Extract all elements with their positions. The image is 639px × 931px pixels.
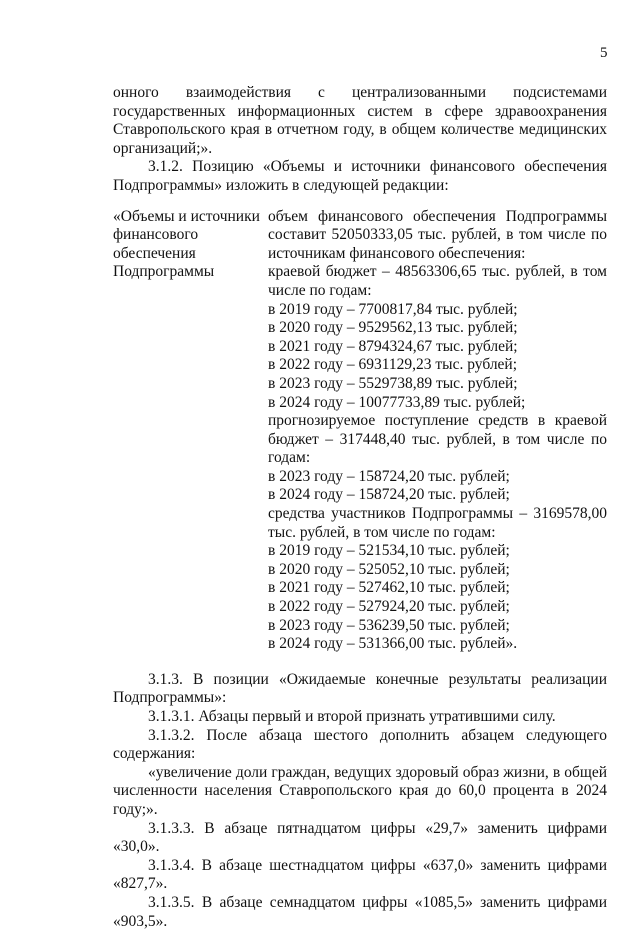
funding-detail-line: в 2023 году – 5529738,89 тыс. рублей; bbox=[268, 374, 518, 392]
funding-detail-line: в 2024 году – 10077733,89 тыс. рублей; bbox=[268, 393, 526, 411]
quoted-amendment: «увеличение доли граждан, ведущих здоровый образ жизни, в общей численности населения Ставропольского края до 60,0 процента в 2024 году;». bbox=[113, 763, 607, 818]
item-3-1-3-4-paragraph: 3.1.3.4. В абзаце шестнадцатом цифры «637,0» заменить цифрами «827,7». bbox=[113, 856, 607, 893]
funding-detail-line: в 2020 году – 9529562,13 тыс. рублей; bbox=[268, 319, 518, 337]
funding-detail-line: в 2021 году – 527462,10 тыс. рублей; bbox=[268, 579, 510, 597]
item-3-1-3-paragraph: 3.1.3. В позиции «Ожидаемые конечные результаты реализации Подпрограммы»: bbox=[113, 670, 607, 707]
item-3-1-3-1-paragraph: 3.1.3.1. Абзацы первый и второй признать утратившими силу. bbox=[148, 708, 556, 725]
item-3-1-2-paragraph: 3.1.2. Позицию «Объемы и источники финансового обеспечения Подпрограммы» изложить в следующей редакции: bbox=[113, 158, 607, 194]
item-3-1-3-2-paragraph: 3.1.3.2. После абзаца шестого дополнить абзацем следующего содержания: bbox=[113, 726, 607, 763]
funding-detail-line: в 2022 году – 6931129,23 тыс. рублей; bbox=[268, 356, 518, 374]
funding-detail-line: краевой бюджет – 48563306,65 тыс. рублей, в том числе по годам: bbox=[268, 263, 607, 299]
page-number: 5 bbox=[600, 45, 608, 61]
funding-detail-line: в 2024 году – 158724,20 тыс. рублей; bbox=[268, 486, 510, 504]
funding-table-label: «Объемы и источники финансового обеспечения Подпрограммы bbox=[113, 207, 260, 281]
item-3-1-3-5-paragraph: 3.1.3.5. В абзаце семнадцатом цифры «1085,5» заменить цифрами «903,5». bbox=[113, 893, 607, 930]
funding-detail-line: в 2023 году – 536239,50 тыс. рублей; bbox=[268, 616, 510, 634]
funding-detail-line: в 2020 году – 525052,10 тыс. рублей; bbox=[268, 560, 510, 578]
funding-detail-line: средства участников Подпрограммы – 3169578,00 тыс. рублей, в том числе по годам: bbox=[268, 505, 607, 541]
document-body bbox=[113, 84, 607, 931]
funding-detail-line: объем финансового обеспечения Подпрограммы составит 52050333,05 тыс. рублей, в том числе по источникам финансового обеспечения: bbox=[268, 207, 607, 262]
item-3-1-3-3-paragraph: 3.1.3.3. В абзаце пятнадцатом цифры «29,7» заменить цифрами «30,0». bbox=[113, 819, 607, 856]
funding-detail-line: в 2022 году – 527924,20 тыс. рублей; bbox=[268, 598, 510, 616]
funding-detail-line: в 2024 году – 531366,00 тыс. рублей». bbox=[268, 635, 518, 653]
funding-table bbox=[113, 208, 607, 654]
funding-table-details bbox=[268, 208, 607, 654]
intro-continuation-paragraph: онного взаимодействия с централизованными подсистемами государственных информационных систем в сфере здравоохранения Ставропольского края в отчетном году, в общем количестве медицинских организаций;». bbox=[113, 84, 607, 157]
funding-detail-line: в 2023 году – 158724,20 тыс. рублей; bbox=[268, 467, 510, 485]
funding-detail-line: в 2019 году – 7700817,84 тыс. рублей; bbox=[268, 300, 518, 318]
funding-detail-line: в 2019 году – 521534,10 тыс. рублей; bbox=[268, 542, 510, 560]
funding-detail-line: прогнозируемое поступление средств в краевой бюджет – 317448,40 тыс. рублей, в том числе по годам: bbox=[268, 412, 607, 467]
funding-detail-line: в 2021 году – 8794324,67 тыс. рублей; bbox=[268, 337, 518, 355]
